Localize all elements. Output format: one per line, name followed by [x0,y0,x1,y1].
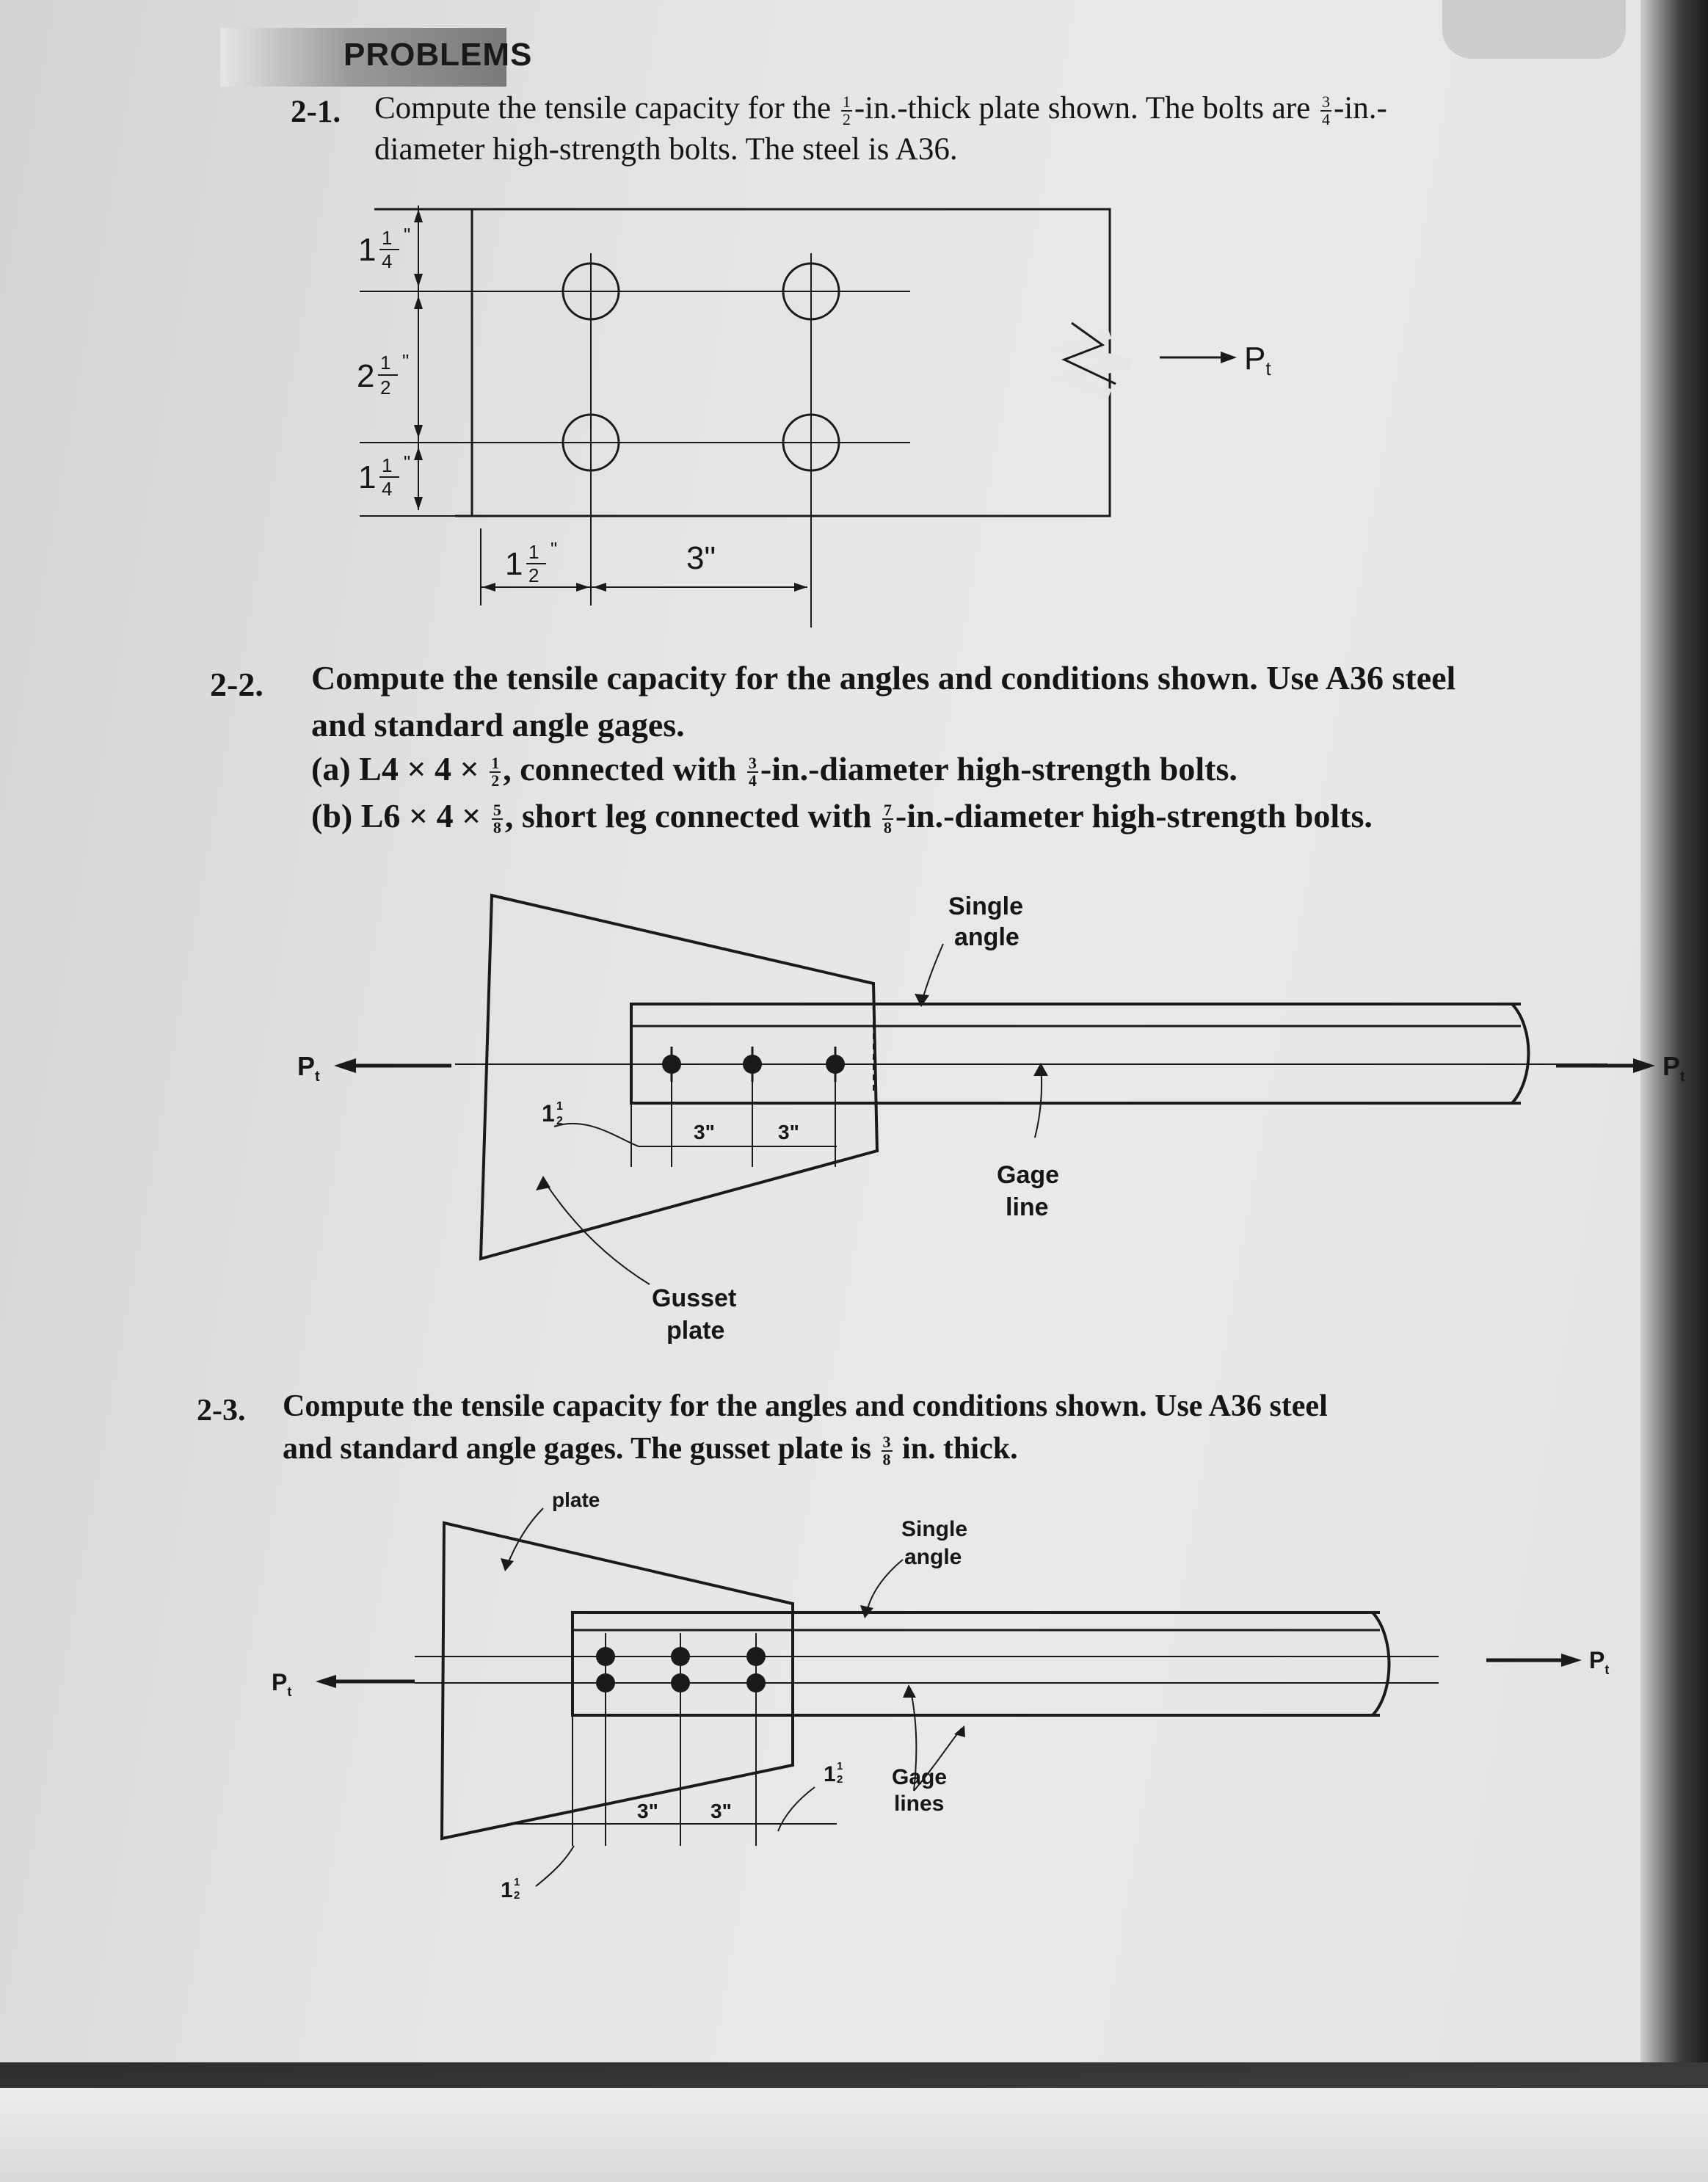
p23-plate-fraction [882,1434,893,1468]
figure-2-3 [272,1486,1610,1941]
inch-mark: " [404,451,411,473]
dim-edge-whole: 1 [542,1100,555,1127]
bolt [746,1647,766,1666]
leader-arrowhead [903,1684,916,1698]
problem-2-1-line2: diameter high-strength bolts. The steel is A36. [374,132,958,167]
dim-arrowhead [414,497,423,510]
load-label-right: $P_t$ [1662,1051,1685,1085]
part-b-thickness-fraction [492,802,503,836]
dim-spacing-2: 3" [778,1121,799,1143]
problem-2-2-part-b [311,797,1373,836]
dim-label-bottom-num: 1 [382,454,393,476]
part-a-text-b: , connected with [503,750,737,788]
part-b-label: (b) [311,797,353,834]
plate-edges [374,209,1110,516]
dim-left-den: 2 [514,1889,520,1902]
problem-2-2-line2: and standard angle gages. [311,706,685,743]
p21-line1-b: -in.-thick plate shown. The bolts are [854,91,1311,126]
load-arrowhead [1221,352,1237,363]
dim-edge-den: 2 [556,1115,563,1127]
dim-spacing-1: 3" [694,1121,715,1143]
problem-2-2-line1: Compute the tensile capacity for the angles and conditions shown. Use A36 steel [311,659,1456,697]
load-label-right: $P_t$ [1589,1647,1610,1677]
p23-fd: 8 [882,1450,891,1469]
dim-arrowhead [414,274,423,287]
gage-label-2: line [1006,1193,1049,1221]
inch-mark: " [550,538,558,560]
p21-line1-a: Compute the tensile capacity for the [374,91,832,126]
dim-left-whole: 1 [501,1878,513,1902]
load-arrowhead-left [316,1675,336,1688]
dim-label-1-1-4-bottom: 1 [358,459,377,495]
load-arrowhead-left [334,1058,356,1073]
dim-edge-num: 1 [556,1100,563,1113]
problem-2-3-number: 2-3. [197,1394,246,1428]
single-angle-label-1: Single [948,892,1024,920]
gusset-plate [442,1523,793,1839]
problem-2-2-part-a [311,750,1238,789]
p21-fraction-thickness [841,94,852,128]
figure-2-2 [294,873,1685,1372]
p21-fd1: 2 [842,110,851,129]
dim-arrowhead [414,209,423,222]
pa-fn: 1 [491,754,500,773]
p21-fn1: 1 [842,92,851,112]
dim-label-bottom-den: 4 [382,478,393,500]
dim-arrowhead [414,447,423,460]
dim-label-1-1-4-num: 1 [382,227,393,249]
dim-left-leader [536,1846,574,1886]
p21-fraction-bolt [1320,94,1331,128]
angle-outer [573,1612,1384,1715]
p21-line1-c: -in.- [1333,91,1387,126]
dim-left-num: 1 [514,1876,520,1888]
problem-2-3-line2 [283,1430,1018,1468]
p23-line2-a: and standard angle gages. The gusset plate is [283,1432,872,1466]
part-b-text-a: L6 × 4 × [360,797,481,834]
part-a-text-a: L4 × 4 × [359,750,479,788]
single-angle-label-1: Single [901,1517,968,1541]
single-angle-leader [866,1560,903,1615]
angle-outer [631,1004,1524,1103]
single-angle-label-2: angle [904,1545,962,1569]
problem-2-3-line1: Compute the tensile capacity for the angles and conditions shown. Use A36 steel [283,1389,1328,1423]
part-b-bolt-fraction [882,802,893,836]
pb-fd: 8 [493,818,501,837]
load-label-left: $P_t$ [297,1051,320,1085]
part-a-text-c: -in.-diameter high-strength bolts. [760,750,1238,788]
bolt [596,1647,615,1666]
dim-arrowhead [576,583,589,592]
load-arrowhead-right [1561,1654,1582,1667]
pb-gd: 8 [883,818,892,837]
pa-gn: 3 [748,754,757,773]
load-label-left: $P_t$ [272,1669,292,1699]
gage-label-1: Gage [892,1765,948,1789]
bolt [596,1673,615,1692]
gage-label-1: Gage [997,1161,1060,1189]
gusset-label-1: Gusset [652,1284,737,1312]
plate-label: plate [552,1488,600,1511]
p21-fd2: 4 [1321,110,1330,129]
gusset-plate [481,895,877,1259]
pb-fn: 5 [493,801,501,820]
dim-arrowhead [414,296,423,309]
dim-label-1-1-4-den: 4 [382,250,393,272]
gusset-label-2: plate [666,1317,725,1345]
edge-dim-leader [554,1124,639,1146]
pa-gd: 4 [748,771,757,790]
part-b-text-b: , short leg connected with [504,797,872,834]
part-a-label: (a) [311,750,351,788]
dim-label-1-1-2: 1 [505,546,523,582]
dim-right-num: 1 [837,1760,843,1772]
part-b-text-c: -in.-diameter high-strength bolts. [895,797,1373,834]
dim-arrowhead [414,425,423,438]
gage-label-2: lines [894,1792,945,1816]
p23-line2-b: in. thick. [902,1432,1018,1466]
inch-mark: " [402,350,410,372]
dim-label-1-1-2-num: 1 [528,541,539,563]
single-angle-label-2: angle [954,923,1020,951]
dim-spacing-1: 3" [637,1800,658,1822]
dim-label-2-1-2-den: 2 [380,377,391,399]
figure-2-1 [338,194,1292,635]
dim-arrowhead [593,583,606,592]
part-a-bolt-fraction [747,755,758,789]
dim-right-whole: 1 [824,1762,836,1786]
bolt [671,1647,690,1666]
angle-break-mask [1380,1607,1409,1721]
leader-arrowhead [501,1558,514,1571]
dim-right-den: 2 [837,1773,843,1786]
pb-gn: 7 [883,801,892,820]
dim-arrowhead [482,583,495,592]
dim-arrowhead [794,583,807,592]
bolt [746,1673,766,1692]
dim-label-2-1-2: 2 [357,358,375,394]
gusset-leader [545,1182,650,1284]
bolt [671,1673,690,1692]
p21-fn2: 3 [1321,92,1330,112]
p23-fn: 3 [882,1433,891,1452]
problem-2-1-number: 2-1. [291,95,341,129]
inch-mark: " [404,224,411,246]
dim-label-1-1-4: 1 [358,232,377,268]
dim-label-1-1-2-den: 2 [528,564,539,586]
problem-2-1-line1 [374,90,1387,128]
part-a-thickness-fraction [490,755,501,789]
dim-label-3-inch: 3" [686,540,716,576]
problem-2-2-number: 2-2. [210,666,264,703]
dim-spacing-2: 3" [711,1800,732,1822]
pa-fd: 2 [491,771,500,790]
problems-header: PROBLEMS [344,37,533,73]
angle-break-mask [1521,998,1541,1108]
dim-label-2-1-2-num: 1 [380,352,391,374]
load-label-pt: Pt [1244,341,1271,379]
